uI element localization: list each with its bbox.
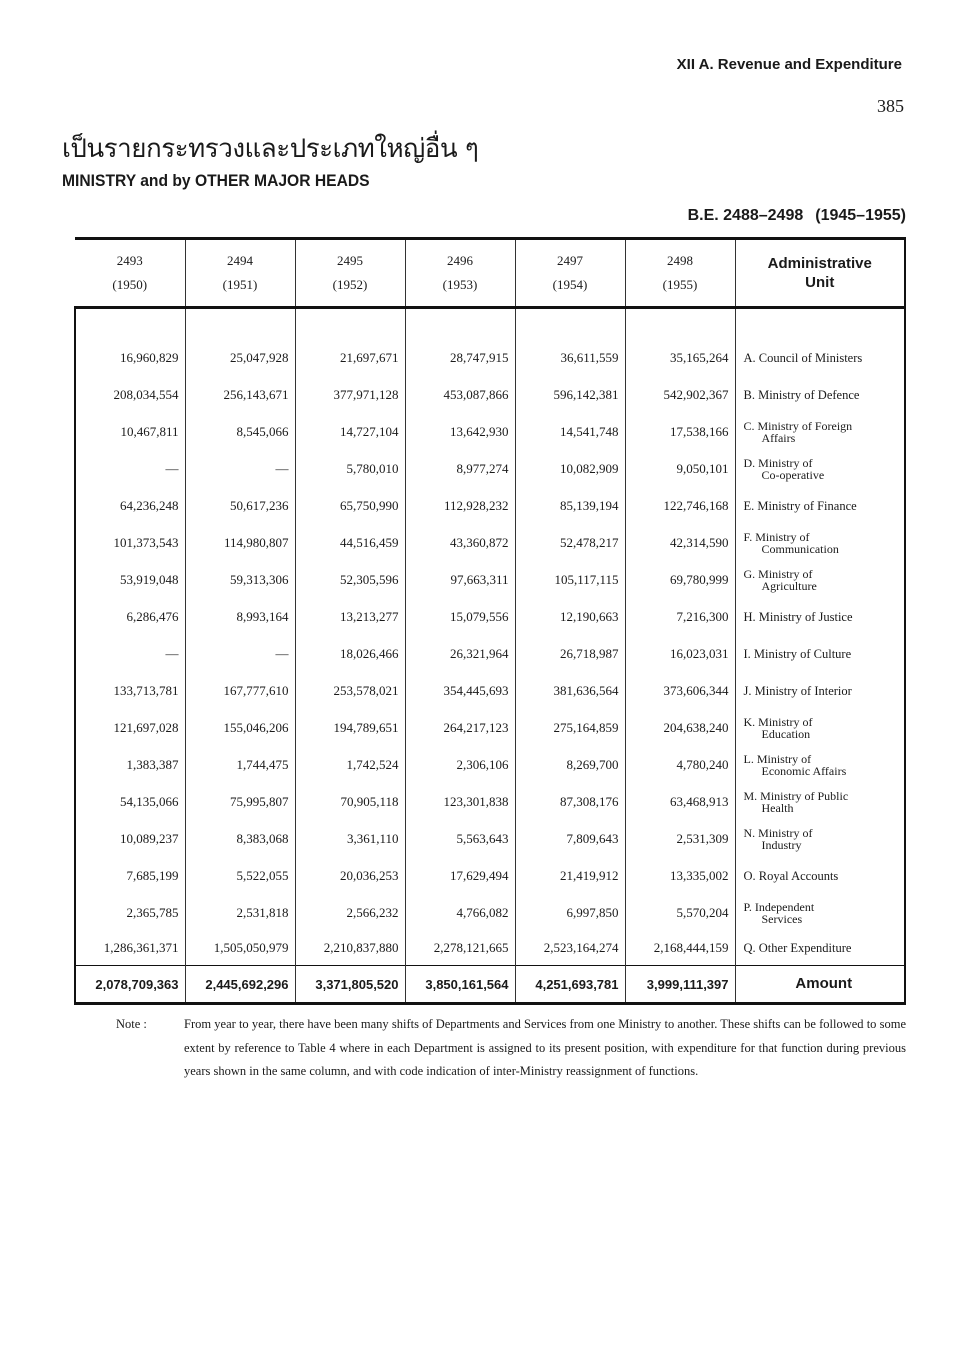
unit-label: K. Ministry of bbox=[743, 714, 813, 729]
table-cell: 4,780,240 bbox=[625, 746, 735, 783]
column-header: 2498 (1955) bbox=[625, 239, 735, 308]
table-cell: 596,142,381 bbox=[515, 376, 625, 413]
unit-cell bbox=[735, 487, 905, 524]
table-cell: 1,742,524 bbox=[295, 746, 405, 783]
unit-label: B. Ministry of Defence bbox=[743, 387, 860, 402]
table-cell: 373,606,344 bbox=[625, 672, 735, 709]
spacer-row bbox=[75, 308, 905, 340]
unit-label: C. Ministry of Foreign bbox=[743, 418, 853, 433]
unit-label: P. Independent bbox=[743, 899, 815, 914]
table-cell: 121,697,028 bbox=[75, 709, 185, 746]
table-cell: 9,050,101 bbox=[625, 450, 735, 487]
unit-label: Health bbox=[761, 800, 794, 815]
table-cell: 25,047,928 bbox=[185, 339, 295, 376]
table-cell: 155,046,206 bbox=[185, 709, 295, 746]
table-cell: 114,980,807 bbox=[185, 524, 295, 561]
unit-label: I. Ministry of Culture bbox=[743, 646, 852, 661]
total-cell: 3,850,161,564 bbox=[405, 966, 515, 1004]
table-row bbox=[75, 450, 905, 487]
table-cell: 28,747,915 bbox=[405, 339, 515, 376]
unit-label: L. Ministry of bbox=[743, 751, 812, 766]
unit-label: Affairs bbox=[761, 430, 796, 445]
table-row bbox=[75, 672, 905, 709]
total-cell: 2,445,692,296 bbox=[185, 966, 295, 1004]
unit-label: F. Ministry of bbox=[743, 529, 810, 544]
table-cell: 13,213,277 bbox=[295, 598, 405, 635]
table-cell: 18,026,466 bbox=[295, 635, 405, 672]
table-cell: 87,308,176 bbox=[515, 783, 625, 820]
period-ce: (1945–1955) bbox=[815, 207, 906, 224]
table-row bbox=[75, 783, 905, 820]
unit-label: E. Ministry of Finance bbox=[743, 498, 857, 513]
table-cell: 5,563,643 bbox=[405, 820, 515, 857]
table-cell: 70,905,118 bbox=[295, 783, 405, 820]
unit-cell bbox=[735, 931, 905, 966]
table-row bbox=[75, 894, 905, 931]
table-cell: 13,642,930 bbox=[405, 413, 515, 450]
table-cell: 12,190,663 bbox=[515, 598, 625, 635]
total-cell: 2,078,709,363 bbox=[75, 966, 185, 1004]
table-cell: 2,531,818 bbox=[185, 894, 295, 931]
table-cell: 13,335,002 bbox=[625, 857, 735, 894]
table-cell: 43,360,872 bbox=[405, 524, 515, 561]
unit-label: Q. Other Expenditure bbox=[743, 941, 852, 955]
table-cell: 122,746,168 bbox=[625, 487, 735, 524]
table-cell: 1,744,475 bbox=[185, 746, 295, 783]
table-cell: — bbox=[185, 450, 295, 487]
unit-cell bbox=[735, 376, 905, 413]
total-cell: 3,371,805,520 bbox=[295, 966, 405, 1004]
period-be: B.E. 2488–2498 bbox=[687, 207, 804, 224]
section-heading: XII A. Revenue and Expenditure bbox=[676, 56, 902, 73]
unit-column-header: Administrative Unit bbox=[735, 239, 905, 308]
table-cell: 44,516,459 bbox=[295, 524, 405, 561]
table-cell: 8,545,066 bbox=[185, 413, 295, 450]
table-cell: 123,301,838 bbox=[405, 783, 515, 820]
table-cell: 2,278,121,665 bbox=[405, 931, 515, 966]
table-cell: 2,365,785 bbox=[75, 894, 185, 931]
unit-cell bbox=[735, 339, 905, 376]
table-cell: 204,638,240 bbox=[625, 709, 735, 746]
table-cell: 10,467,811 bbox=[75, 413, 185, 450]
table-cell: 6,997,850 bbox=[515, 894, 625, 931]
table-row bbox=[75, 857, 905, 894]
unit-cell bbox=[735, 746, 905, 783]
table-cell: 1,505,050,979 bbox=[185, 931, 295, 966]
column-header: 2496 (1953) bbox=[405, 239, 515, 308]
unit-cell bbox=[735, 857, 905, 894]
unit-label: O. Royal Accounts bbox=[743, 868, 839, 883]
table-cell: 7,809,643 bbox=[515, 820, 625, 857]
table-row bbox=[75, 931, 905, 966]
unit-label: Communication bbox=[761, 541, 839, 556]
table-row bbox=[75, 561, 905, 598]
table-cell: 17,629,494 bbox=[405, 857, 515, 894]
table-cell: 50,617,236 bbox=[185, 487, 295, 524]
table-cell: 16,023,031 bbox=[625, 635, 735, 672]
unit-label: Industry bbox=[761, 837, 802, 852]
table-cell: 381,636,564 bbox=[515, 672, 625, 709]
unit-cell bbox=[735, 561, 905, 598]
table-cell: 97,663,311 bbox=[405, 561, 515, 598]
table-cell: 64,236,248 bbox=[75, 487, 185, 524]
table-row bbox=[75, 413, 905, 450]
table-cell: 7,685,199 bbox=[75, 857, 185, 894]
table-row bbox=[75, 487, 905, 524]
table-row bbox=[75, 820, 905, 857]
table-cell: 54,135,066 bbox=[75, 783, 185, 820]
table-cell: 36,611,559 bbox=[515, 339, 625, 376]
table-cell: 69,780,999 bbox=[625, 561, 735, 598]
table-cell: 75,995,807 bbox=[185, 783, 295, 820]
table-cell: 2,566,232 bbox=[295, 894, 405, 931]
note-label: Note : bbox=[116, 1017, 147, 1031]
table-row bbox=[75, 598, 905, 635]
table-cell: 26,321,964 bbox=[405, 635, 515, 672]
unit-label: G. Ministry of bbox=[743, 566, 813, 581]
table-cell: 542,902,367 bbox=[625, 376, 735, 413]
table-cell: 8,383,068 bbox=[185, 820, 295, 857]
title-english: MINISTRY and by OTHER MAJOR HEADS bbox=[62, 171, 370, 190]
table-cell: 112,928,232 bbox=[405, 487, 515, 524]
table-cell: 1,383,387 bbox=[75, 746, 185, 783]
table-cell: 133,713,781 bbox=[75, 672, 185, 709]
unit-cell bbox=[735, 672, 905, 709]
table-cell: 53,919,048 bbox=[75, 561, 185, 598]
unit-cell bbox=[735, 413, 905, 450]
table-cell: 1,286,361,371 bbox=[75, 931, 185, 966]
table-cell: 42,314,590 bbox=[625, 524, 735, 561]
table-cell: 5,522,055 bbox=[185, 857, 295, 894]
table-cell: 15,079,556 bbox=[405, 598, 515, 635]
unit-label: M. Ministry of Public bbox=[743, 788, 849, 803]
table-cell: 256,143,671 bbox=[185, 376, 295, 413]
unit-label: Co-operative bbox=[761, 467, 825, 482]
table-cell: 65,750,990 bbox=[295, 487, 405, 524]
table-cell: 194,789,651 bbox=[295, 709, 405, 746]
table-cell: — bbox=[185, 635, 295, 672]
table-cell: 264,217,123 bbox=[405, 709, 515, 746]
table-cell: 63,468,913 bbox=[625, 783, 735, 820]
table-row bbox=[75, 524, 905, 561]
unit-cell bbox=[735, 450, 905, 487]
table-cell: 354,445,693 bbox=[405, 672, 515, 709]
table-cell: 26,718,987 bbox=[515, 635, 625, 672]
unit-label: Economic Affairs bbox=[761, 763, 847, 778]
column-header: 2495 (1952) bbox=[295, 239, 405, 308]
unit-label: H. Ministry of Justice bbox=[743, 609, 853, 624]
table-cell: 6,286,476 bbox=[75, 598, 185, 635]
table-cell: — bbox=[75, 635, 185, 672]
unit-cell bbox=[735, 820, 905, 857]
table-cell: 14,541,748 bbox=[515, 413, 625, 450]
table-cell: 21,697,671 bbox=[295, 339, 405, 376]
column-header: 2493 (1950) bbox=[75, 239, 185, 308]
table-cell: 105,117,115 bbox=[515, 561, 625, 598]
table-cell: 5,570,204 bbox=[625, 894, 735, 931]
table-cell: 52,478,217 bbox=[515, 524, 625, 561]
unit-label: Agriculture bbox=[761, 578, 817, 593]
unit-cell bbox=[735, 635, 905, 672]
table-cell: 17,538,166 bbox=[625, 413, 735, 450]
table-row bbox=[75, 376, 905, 413]
table-cell: 2,523,164,274 bbox=[515, 931, 625, 966]
table-cell: 208,034,554 bbox=[75, 376, 185, 413]
total-cell: 4,251,693,781 bbox=[515, 966, 625, 1004]
table-cell: 21,419,912 bbox=[515, 857, 625, 894]
table-cell: 35,165,264 bbox=[625, 339, 735, 376]
table-cell: 8,993,164 bbox=[185, 598, 295, 635]
table-cell: 453,087,866 bbox=[405, 376, 515, 413]
total-label: Amount bbox=[735, 966, 905, 1004]
table-cell: 275,164,859 bbox=[515, 709, 625, 746]
table-cell: 20,036,253 bbox=[295, 857, 405, 894]
unit-cell bbox=[735, 783, 905, 820]
table-cell: 253,578,021 bbox=[295, 672, 405, 709]
table-row bbox=[75, 709, 905, 746]
table-cell: 8,977,274 bbox=[405, 450, 515, 487]
period-label bbox=[0, 207, 906, 225]
page-number: 385 bbox=[877, 96, 904, 116]
table-row bbox=[75, 635, 905, 672]
table-cell: 59,313,306 bbox=[185, 561, 295, 598]
table-cell: 3,361,110 bbox=[295, 820, 405, 857]
unit-label: D. Ministry of bbox=[743, 455, 813, 470]
unit-cell bbox=[735, 524, 905, 561]
table-cell: 5,780,010 bbox=[295, 450, 405, 487]
table-cell: 16,960,829 bbox=[75, 339, 185, 376]
table-cell: 85,139,194 bbox=[515, 487, 625, 524]
note-text: From year to year, there have been many shifts of Departments and Services from one Ministry to another. These shifts can be followed to some extent by reference to Table 4 where in each Department is assigned to its present position, with expenditure for that function during previous years shown in the same column, and with code indication of inter-Ministry reassignment of functions. bbox=[184, 1017, 906, 1078]
table-body bbox=[75, 308, 905, 1004]
column-header: 2494 (1951) bbox=[185, 239, 295, 308]
table-cell: — bbox=[75, 450, 185, 487]
unit-cell bbox=[735, 598, 905, 635]
title-thai: เป็นรายกระทรวงและประเภทใหญ่อื่น ๆ bbox=[62, 134, 479, 164]
unit-label: J. Ministry of Interior bbox=[743, 683, 852, 698]
unit-label: A. Council of Ministers bbox=[743, 350, 863, 365]
unit-label: Education bbox=[761, 726, 811, 741]
table-cell: 10,082,909 bbox=[515, 450, 625, 487]
header-row bbox=[75, 239, 905, 308]
table-cell: 167,777,610 bbox=[185, 672, 295, 709]
table-row bbox=[75, 746, 905, 783]
unit-cell bbox=[735, 709, 905, 746]
table-row bbox=[75, 339, 905, 376]
total-cell: 3,999,111,397 bbox=[625, 966, 735, 1004]
expenditure-table bbox=[74, 237, 906, 1005]
table-cell: 377,971,128 bbox=[295, 376, 405, 413]
total-row bbox=[75, 966, 905, 1004]
table-cell: 14,727,104 bbox=[295, 413, 405, 450]
table-cell: 2,168,444,159 bbox=[625, 931, 735, 966]
unit-label: N. Ministry of bbox=[743, 825, 813, 840]
unit-label: Services bbox=[761, 911, 803, 926]
table-cell: 101,373,543 bbox=[75, 524, 185, 561]
table-cell: 52,305,596 bbox=[295, 561, 405, 598]
table-cell: 10,089,237 bbox=[75, 820, 185, 857]
table-cell: 2,306,106 bbox=[405, 746, 515, 783]
footnote bbox=[116, 1013, 906, 1084]
column-header: 2497 (1954) bbox=[515, 239, 625, 308]
unit-cell bbox=[735, 894, 905, 931]
table-cell: 2,531,309 bbox=[625, 820, 735, 857]
table-cell: 8,269,700 bbox=[515, 746, 625, 783]
table-cell: 7,216,300 bbox=[625, 598, 735, 635]
table-cell: 4,766,082 bbox=[405, 894, 515, 931]
table-cell: 2,210,837,880 bbox=[295, 931, 405, 966]
